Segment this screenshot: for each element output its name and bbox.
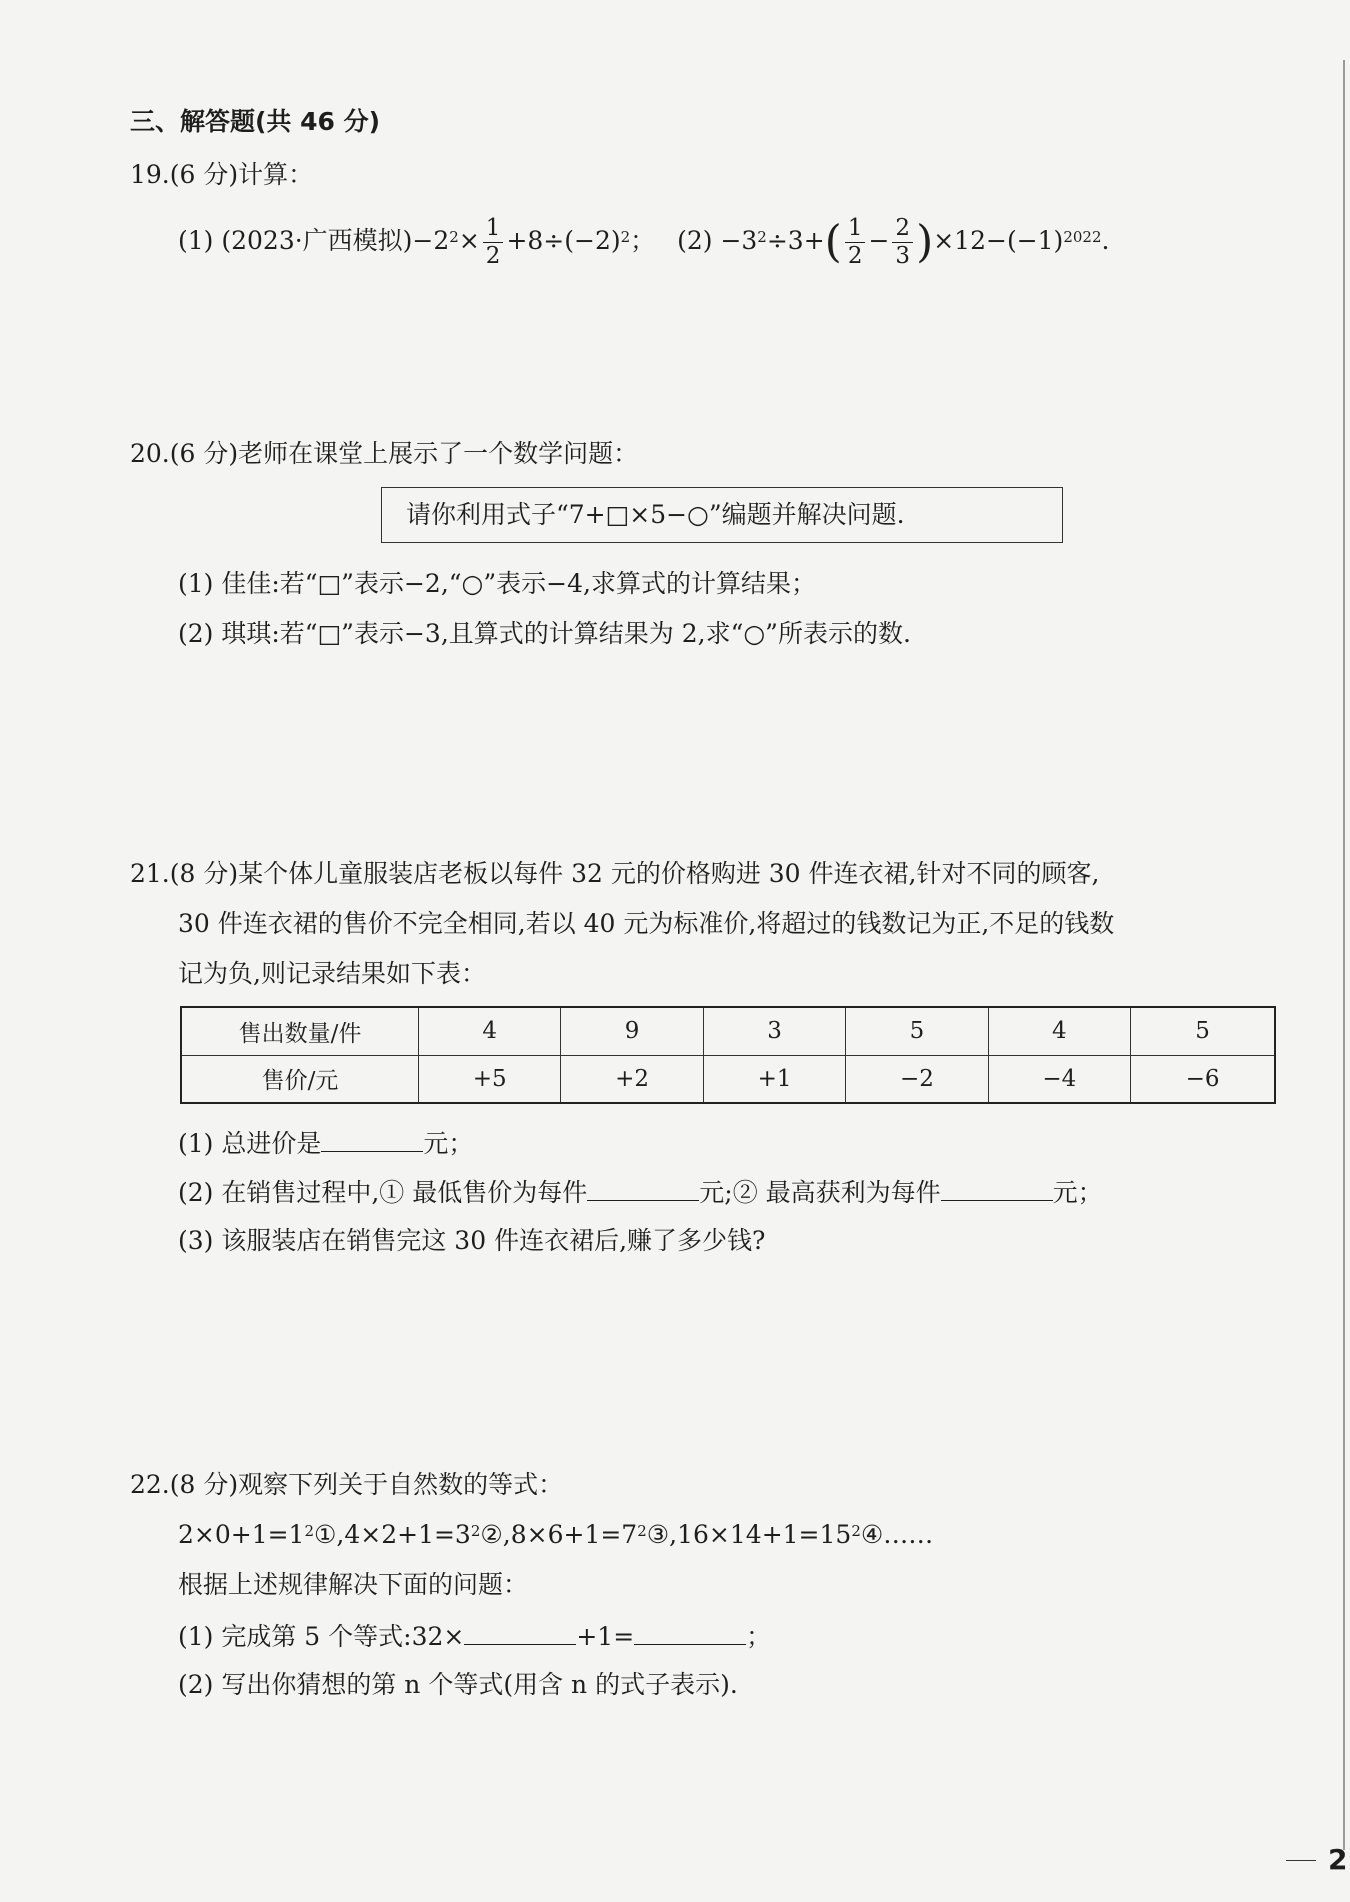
q21-line3: 记为负,则记录结果如下表： [178,959,486,988]
table-row [181,1007,1275,1055]
table-row-label: 售价/元 [181,1055,419,1103]
q19-p2-end: . [1101,226,1110,255]
q19-parts [178,213,1109,270]
q22-rule: 根据上述规律解决下面的问题： [178,1570,529,1599]
table-cell: −2 [846,1055,988,1103]
q19-p1-frac-den: 2 [485,243,501,269]
q22-eq2: 4×2+1=3 [344,1520,471,1549]
q19-p2-frac2-num: 2 [892,215,913,243]
answer-blank[interactable] [941,1174,1053,1201]
q19-p2-sup3: 2022 [1063,228,1102,246]
q21-p1-text: (1) 总进价是 [178,1129,322,1158]
q20-part1: (1) 佳佳:若“□”表示−2,“○”表示−4,求算式的计算结果； [178,569,816,598]
q21-p2-mid: 元;② 最高获利为每件 [699,1178,941,1207]
q21-part2 [178,1174,1103,1210]
q20-header: 20.(6 分)老师在课堂上展示了一个数学问题： [130,439,639,468]
q19-p1-sup2: 2 [620,228,631,246]
table-cell: 5 [1131,1007,1275,1055]
q19-p2-frac1-den: 2 [847,243,863,269]
table-cell: +5 [419,1055,561,1103]
q19-p2-lparen: ( [824,216,842,268]
q19-p1-prefix: (1) (2023·广西模拟)−2 [178,226,450,255]
section-title: 三、解答题(共 46 分) [130,107,381,136]
sales-table [180,1006,1276,1104]
q22-p1-end: ； [746,1622,772,1651]
q19-p2-fraction2 [892,215,913,270]
q22-eq3: 8×6+1=7 [510,1520,638,1549]
page-number-dash [1286,1860,1316,1861]
q19-p1-end: ； [630,226,656,255]
q22-part2: (2) 写出你猜想的第 n 个等式(用含 n 的式子表示). [178,1670,738,1699]
page-edge-line [1343,60,1345,1850]
q19-p1-frac-num: 1 [483,215,504,243]
q19-p2-frac1-num: 1 [845,215,866,243]
table-cell: 4 [419,1007,561,1055]
q19-p2-frac2-den: 3 [895,243,911,269]
q19-p1-rest: +8÷(−2) [506,226,621,255]
table-row-label: 售出数量/件 [181,1007,419,1055]
q19-p1-times: × [458,226,480,255]
table-cell: −4 [988,1055,1130,1103]
q19-p1-fraction [483,215,504,270]
q20-problem-box: 请你利用式子“7+□×5−○”编题并解决问题. [381,487,1063,543]
page-number: 2 [1328,1843,1348,1876]
q19-p2-prefix: (2) −3 [677,226,758,255]
table-cell: 9 [561,1007,703,1055]
q21-part3: (3) 该服装店在销售完这 30 件连衣裙后,赚了多少钱? [178,1226,766,1255]
q22-header: 22.(8 分)观察下列关于自然数的等式： [130,1470,564,1499]
table-cell: 4 [988,1007,1130,1055]
table-cell: +1 [703,1055,845,1103]
q21-p2-end: 元； [1052,1178,1103,1207]
q21-p1-unit: 元； [423,1129,474,1158]
q22-eq3-mark: ③, [646,1520,678,1549]
q22-eq1-mark: ①, [314,1520,345,1549]
answer-blank[interactable] [464,1618,576,1645]
q22-p1-text: (1) 完成第 5 个等式:32× [178,1622,465,1651]
q21-line2: 30 件连衣裙的售价不完全相同,若以 40 元为标准价,将超过的钱数记为正,不足的钱数 [178,909,1115,938]
q22-eq4: 16×14+1=15 [677,1520,852,1549]
table-cell: 3 [703,1007,845,1055]
table-cell: +2 [561,1055,703,1103]
q21-part1 [178,1125,473,1161]
q19-p2-div: ÷3+ [766,226,825,255]
q22-eq1-sup: 2 [304,1522,315,1540]
q22-eq2-sup: 2 [470,1522,481,1540]
q22-equations [178,1518,933,1552]
q21-line1: 21.(8 分)某个体儿童服装店老板以每件 32 元的价格购进 30 件连衣裙,针对不同的顾客, [130,859,1100,888]
q19-p1-sup: 2 [449,228,459,246]
q22-eq4-sup: 2 [851,1522,861,1540]
q19-p2-sup: 2 [757,228,767,246]
answer-blank[interactable] [634,1618,746,1645]
q22-eq3-sup: 2 [637,1522,647,1540]
q22-eq4-mark: ④…… [860,1520,934,1549]
q22-eq2-mark: ②, [480,1520,511,1549]
answer-blank[interactable] [587,1174,699,1201]
q22-p1-mid: +1= [576,1622,635,1651]
q22-part1 [178,1618,771,1654]
q19-p2-fraction1 [845,215,866,270]
q19-p2-rparen: ) [916,216,934,268]
answer-blank[interactable] [321,1125,423,1152]
table-row [181,1055,1275,1103]
q20-part2: (2) 琪琪:若“□”表示−3,且算式的计算结果为 2,求“○”所表示的数. [178,619,911,648]
q19-p2-minus: − [868,226,890,255]
table-cell: −6 [1131,1055,1275,1103]
q21-p2-text: (2) 在销售过程中,① 最低售价为每件 [178,1178,588,1207]
q19-header: 19.(6 分)计算： [130,160,314,189]
table-cell: 5 [846,1007,988,1055]
q22-eq1: 2×0+1=1 [178,1520,305,1549]
q19-p2-rest: ×12−(−1) [933,226,1064,255]
